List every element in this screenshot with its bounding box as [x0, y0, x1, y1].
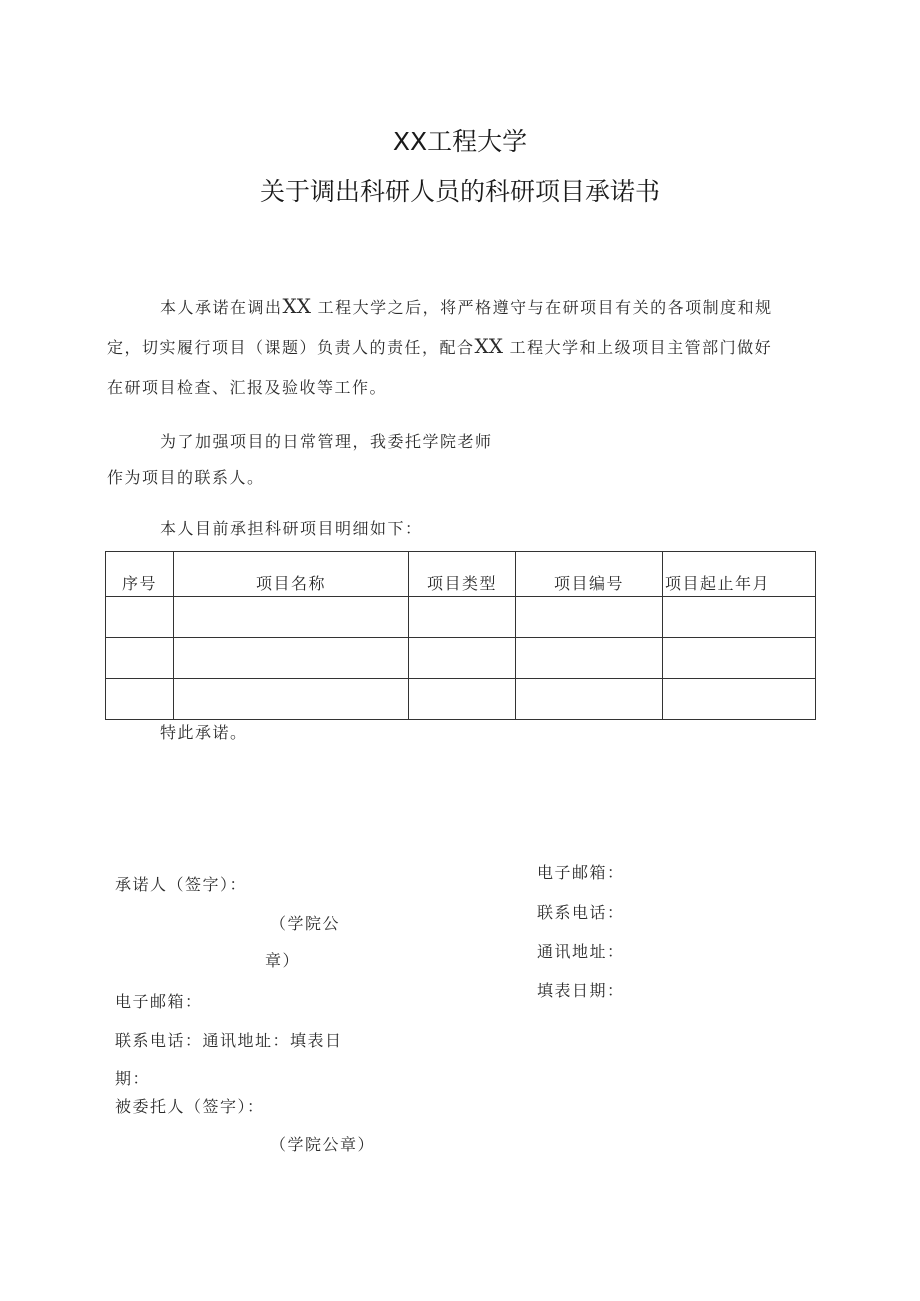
- table-cell[interactable]: [409, 679, 516, 720]
- header-index: 序号: [106, 552, 174, 597]
- paragraph-2-line-1: 为了加强项目的日常管理，我委托学院老师: [160, 432, 493, 451]
- paragraph-1-line-2: [107, 334, 772, 358]
- table-row: [106, 679, 816, 720]
- right-date-label: 填表日期：: [537, 981, 625, 1000]
- delegate-signature-label: 被委托人（签字）：: [115, 1097, 265, 1116]
- right-address-label: 通讯地址：: [537, 942, 625, 961]
- left-date-label-end: 期：: [115, 1069, 151, 1088]
- paragraph-1-line-1: [160, 294, 773, 318]
- table-cell[interactable]: [106, 679, 174, 720]
- right-email-label: 电子邮箱：: [537, 863, 625, 882]
- header-project-type: 项目类型: [409, 552, 516, 597]
- table-cell[interactable]: [174, 638, 409, 679]
- left-email-label: 电子邮箱：: [115, 992, 203, 1011]
- table-cell[interactable]: [174, 597, 409, 638]
- delegate-college-seal-label: （学院公章）: [270, 1135, 376, 1154]
- left-contact-combined-label: 联系电话：通讯地址：填表日: [115, 1031, 343, 1050]
- p1-text-a: 本人承诺在调出: [160, 298, 283, 317]
- table-cell[interactable]: [516, 679, 663, 720]
- header-project-name: 项目名称: [174, 552, 409, 597]
- table-cell[interactable]: [106, 597, 174, 638]
- table-cell[interactable]: [663, 679, 816, 720]
- right-phone-label: 联系电话：: [537, 903, 625, 922]
- project-table: [105, 551, 816, 720]
- paragraph-3: 本人目前承担科研项目明细如下：: [160, 519, 423, 538]
- table-header-row: [106, 552, 816, 597]
- p1-text-c: 定，切实履行项目（课题）负责人的责任，配合: [107, 338, 475, 357]
- table-cell[interactable]: [409, 597, 516, 638]
- table-cell[interactable]: [663, 638, 816, 679]
- college-seal-label-part-2: 章）: [265, 951, 301, 970]
- closing-statement: 特此承诺。: [160, 723, 248, 742]
- paragraph-2-line-2: 作为项目的联系人。: [107, 468, 265, 487]
- document-subtitle: 关于调出科研人员的科研项目承诺书: [259, 177, 660, 206]
- header-project-number: 项目编号: [516, 552, 663, 597]
- p1-xx-1: XX: [282, 294, 311, 318]
- promiser-signature-label: 承诺人（签字）：: [115, 875, 248, 894]
- table-cell[interactable]: [516, 638, 663, 679]
- p1-text-d: 工程大学和上级项目主管部门做好: [509, 338, 773, 357]
- paragraph-1-line-3: 在研项目检查、汇报及验收等工作。: [107, 378, 388, 397]
- document-title: XX工程大学: [392, 127, 528, 156]
- table-row: [106, 638, 816, 679]
- table-cell[interactable]: [663, 597, 816, 638]
- table-cell[interactable]: [516, 597, 663, 638]
- header-project-period: 项目起止年月: [663, 552, 816, 597]
- p1-xx-2: XX: [474, 334, 503, 358]
- table-row: [106, 597, 816, 638]
- table-cell[interactable]: [174, 679, 409, 720]
- p1-text-b: 工程大学之后，将严格遵守与在研项目有关的各项制度和规: [317, 298, 773, 317]
- college-seal-label-part-1: （学院公: [270, 914, 341, 933]
- table-cell[interactable]: [106, 638, 174, 679]
- table-cell[interactable]: [409, 638, 516, 679]
